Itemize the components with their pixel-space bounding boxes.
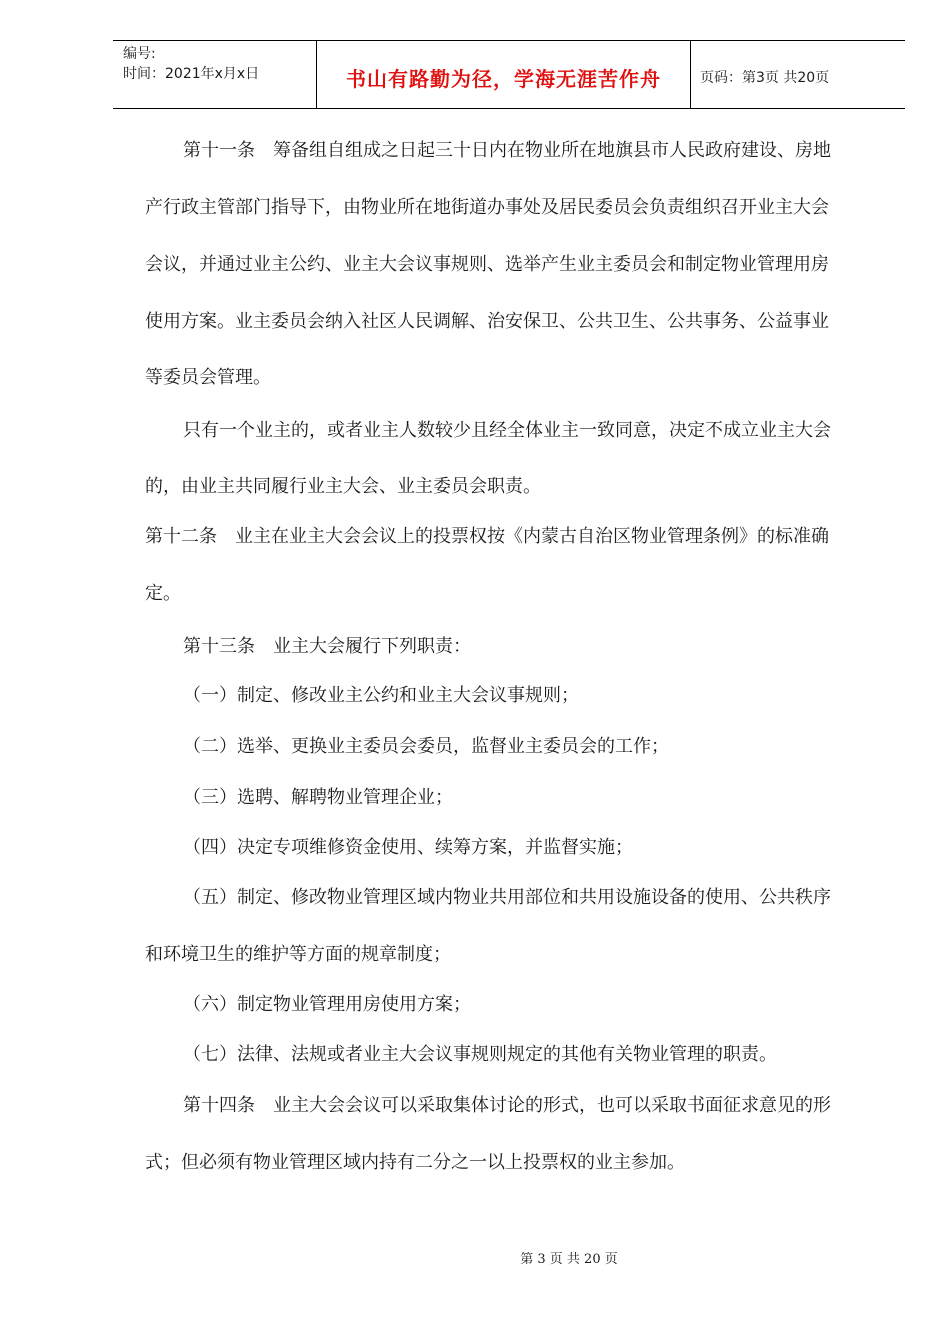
body-line: （七）法律、法规或者业主大会议事规则规定的其他有关物业管理的职责。	[183, 1044, 777, 1065]
body-line: （五）制定、修改物业管理区域内物业共用部位和共用设施设备的使用、公共秩序	[183, 887, 831, 908]
body-line: 第十一条 筹备组自组成之日起三十日内在物业所在地旗县市人民政府建设、房地	[183, 140, 831, 161]
body-line: 使用方案。业主委员会纳入社区人民调解、治安保卫、公共卫生、公共事务、公益事业	[145, 311, 829, 332]
time-label: 时间：2021年x月x日	[123, 66, 260, 82]
header-motto-cell	[316, 41, 691, 108]
page-footer	[0, 1248, 950, 1267]
body-line: 产行政主管部门指导下，由物业所在地街道办事处及居民委员会负责组织召开业主大会	[145, 197, 829, 218]
body-line: （六）制定物业管理用房使用方案；	[183, 994, 471, 1015]
body-line: （二）选举、更换业主委员会委员，监督业主委员会的工作；	[183, 736, 669, 757]
body-line: 等委员会管理。	[145, 367, 271, 388]
body-line: 只有一个业主的，或者业主人数较少且经全体业主一致同意，决定不成立业主大会	[183, 420, 831, 441]
body-line: 和环境卫生的维护等方面的规章制度；	[145, 944, 451, 965]
body-line: 会议，并通过业主公约、业主大会议事规则、选举产生业主委员会和制定物业管理用房	[145, 254, 829, 275]
header-page-info: 页码：第3页 共20页	[700, 70, 830, 86]
body-line: 定。	[145, 583, 181, 604]
body-line: 第十三条 业主大会履行下列职责：	[183, 636, 471, 657]
body-line: 式；但必须有物业管理区域内持有二分之一以上投票权的业主参加。	[145, 1152, 685, 1173]
document-header	[113, 40, 905, 109]
body-line: （三）选聘、解聘物业管理企业；	[183, 787, 453, 808]
body-line: （一）制定、修改业主公约和业主大会议事规则；	[183, 685, 579, 706]
footer-page-number: 第 3 页 共 20 页	[520, 1252, 618, 1267]
body-line: 的，由业主共同履行业主大会、业主委员会职责。	[145, 476, 541, 497]
body-line: 第十四条 业主大会会议可以采取集体讨论的形式，也可以采取书面征求意见的形	[183, 1095, 831, 1116]
header-page-cell	[690, 41, 905, 108]
header-motto: 书山有路勤为径，学海无涯苦作舟	[346, 67, 661, 91]
serial-number-label: 编号:	[123, 46, 156, 62]
body-line: （四）决定专项维修资金使用、续筹方案，并监督实施；	[183, 837, 633, 858]
body-line: 第十二条 业主在业主大会会议上的投票权按《内蒙古自治区物业管理条例》的标准确	[145, 526, 829, 547]
header-meta-cell	[113, 41, 316, 108]
